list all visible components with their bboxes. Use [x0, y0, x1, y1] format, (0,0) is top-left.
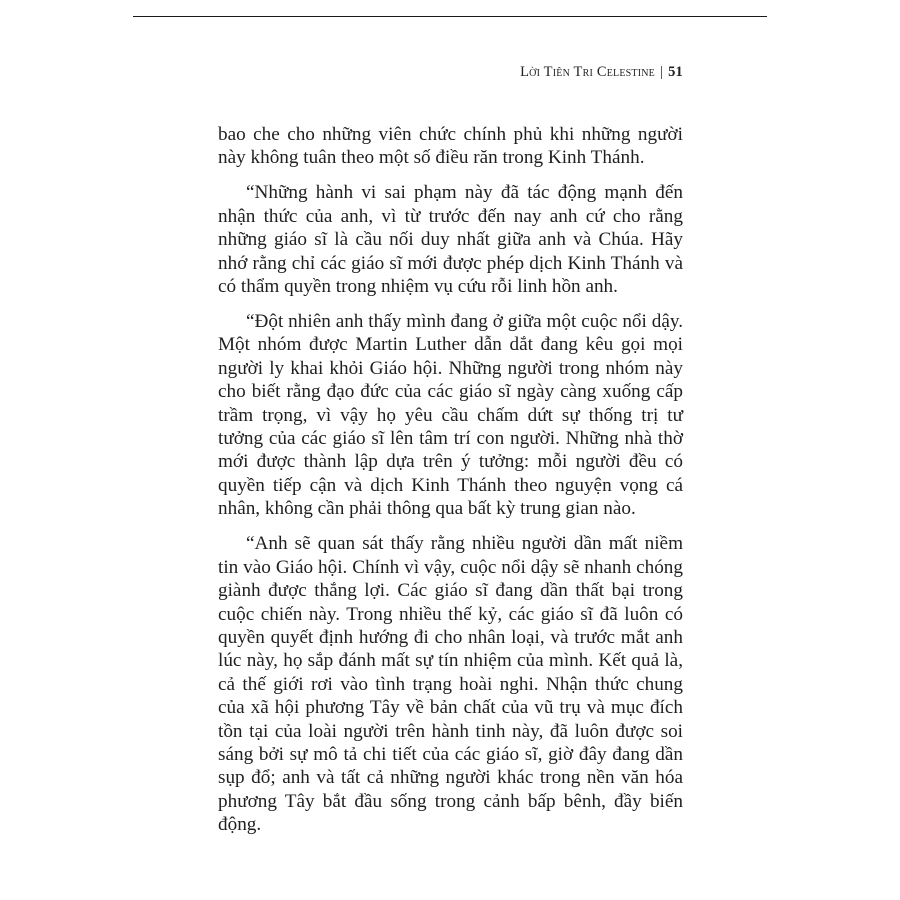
paragraph-2: “Những hành vi sai phạm này đã tác động mạnh đến nhận thức của anh, vì từ trước đến nay anh cứ cho rằng những giáo sĩ là cầu nối duy nhất giữa anh và Chúa. Hãy nhớ rằng chỉ các giáo sĩ mới được phép dịch Kinh Thánh và có thẩm quyền trong nhiệm vụ cứu rỗi linh hồn anh.	[218, 182, 683, 298]
page-number: 51	[668, 64, 683, 80]
paragraph-4: “Anh sẽ quan sát thấy rằng nhiều người dần mất niềm tin vào Giáo hội. Chính vì vậy, cuộc nổi dậy sẽ nhanh chóng giành được thắng lợi. Các giáo sĩ đang dần thất bại trong cuộc chiến này. Trong nhiều thế kỷ, các giáo sĩ đã luôn có quyền quyết định hướng đi cho nhân loại, và trước mắt anh lúc này, họ sắp đánh mất sự tín nhiệm của mình. Kết quả là, cả thế giới rơi vào tình trạng hoài nghi. Nhận thức chung của xã hội phương Tây về bản chất của vũ trụ và mục đích tồn tại của loài người trên hành tinh này, đã luôn được soi sáng bởi sự mô tả chi tiết của các giáo sĩ, giờ đây đang dần sụp đổ; anh và tất cả những người khác trong nền văn hóa phương Tây bắt đầu sống trong cảnh bấp bênh, đầy biến động.	[218, 533, 683, 836]
header-separator: |	[659, 64, 664, 80]
top-rule	[133, 16, 767, 17]
paragraph-3: “Đột nhiên anh thấy mình đang ở giữa một cuộc nổi dậy. Một nhóm được Martin Luther dẫn dắt đang kêu gọi mọi người ly khai khỏi Giáo hội. Những người trong nhóm này cho biết rằng đạo đức của các giáo sĩ ngày càng xuống cấp trầm trọng, vì vậy họ yêu cầu chấm dứt sự thống trị tư tưởng của các giáo sĩ lên tâm trí con người. Những nhà thờ mới được thành lập dựa trên ý tưởng: mỗi người đều có quyền tiếp cận và dịch Kinh Thánh theo nguyện vọng cá nhân, không cần phải thông qua bất kỳ trung gian nào.	[218, 311, 683, 520]
page-body	[218, 123, 683, 848]
running-head	[520, 64, 683, 81]
paragraph-1: bao che cho những viên chức chính phủ khi những người này không tuân theo một số điều răn trong Kinh Thánh.	[218, 124, 683, 169]
book-title: Lời Tiên Tri Celestine	[520, 64, 655, 80]
